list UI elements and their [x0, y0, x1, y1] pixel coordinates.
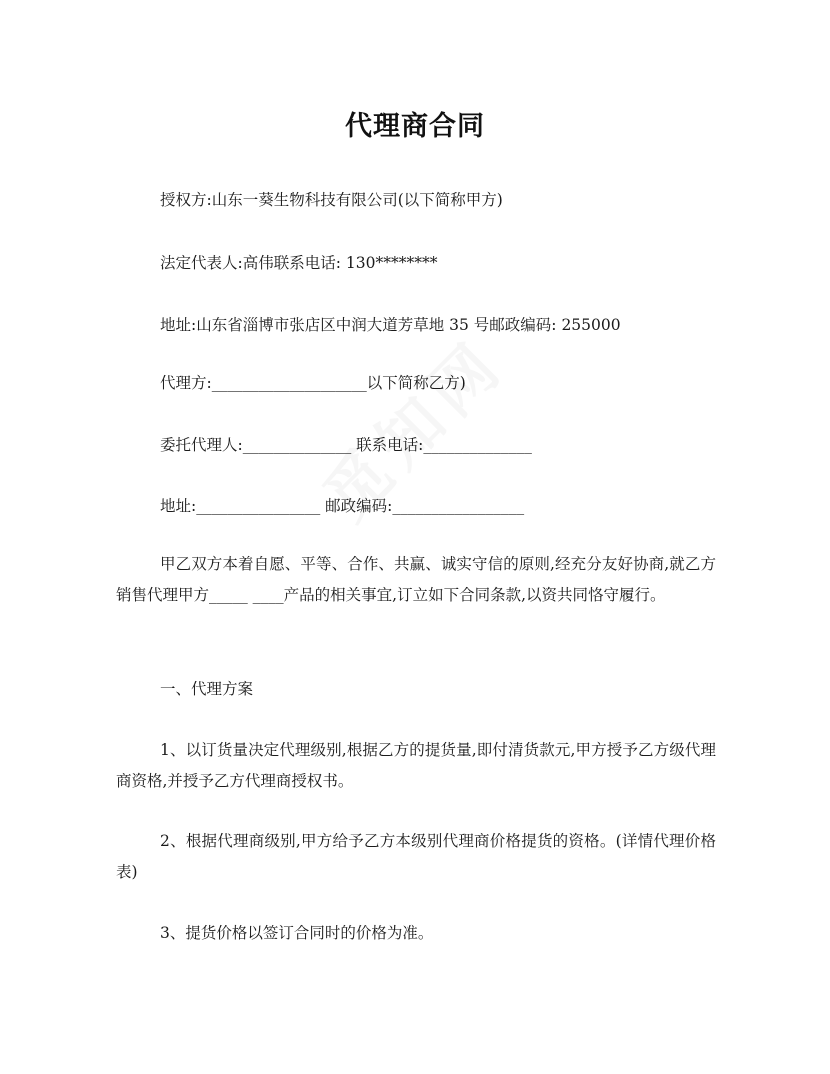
- clause-3: 3、提货价格以签订合同时的价格为准。: [160, 924, 434, 942]
- section-heading: 一、代理方案: [160, 680, 254, 698]
- agent-representative-line: 委托代理人:______________ 联系电话:______________: [160, 436, 532, 454]
- intro-paragraph: 甲乙双方本着自愿、平等、合作、共赢、诚实守信的原则,经充分友好协商,就乙方销售代理甲方_____ ____产品的相关事宜,订立如下合同条款,以资共同恪守履行。: [116, 555, 716, 604]
- authorizer-address-line: 地址:山东省淄博市张店区中润大道芳草地 35 号邮政编码: 255000: [160, 316, 621, 334]
- document-title: 代理商合同: [345, 111, 485, 142]
- legal-representative-line: 法定代表人:高伟联系电话: 130********: [160, 254, 438, 272]
- clause-2: 2、根据代理商级别,甲方给予乙方本级别代理商价格提货的资格。(详情代理价格表): [116, 832, 716, 881]
- clause-1: 1、以订货量决定代理级别,根据乙方的提货量,即付清货款元,甲方授予乙方级代理商资格,并授予乙方代理商授权书。: [116, 741, 716, 790]
- agent-address-line: 地址:________________ 邮政编码:_________________: [160, 497, 525, 515]
- authorizer-line: 授权方:山东一葵生物科技有限公司(以下简称甲方): [160, 191, 503, 209]
- agent-line: 代理方:____________________以下简称乙方): [160, 374, 466, 392]
